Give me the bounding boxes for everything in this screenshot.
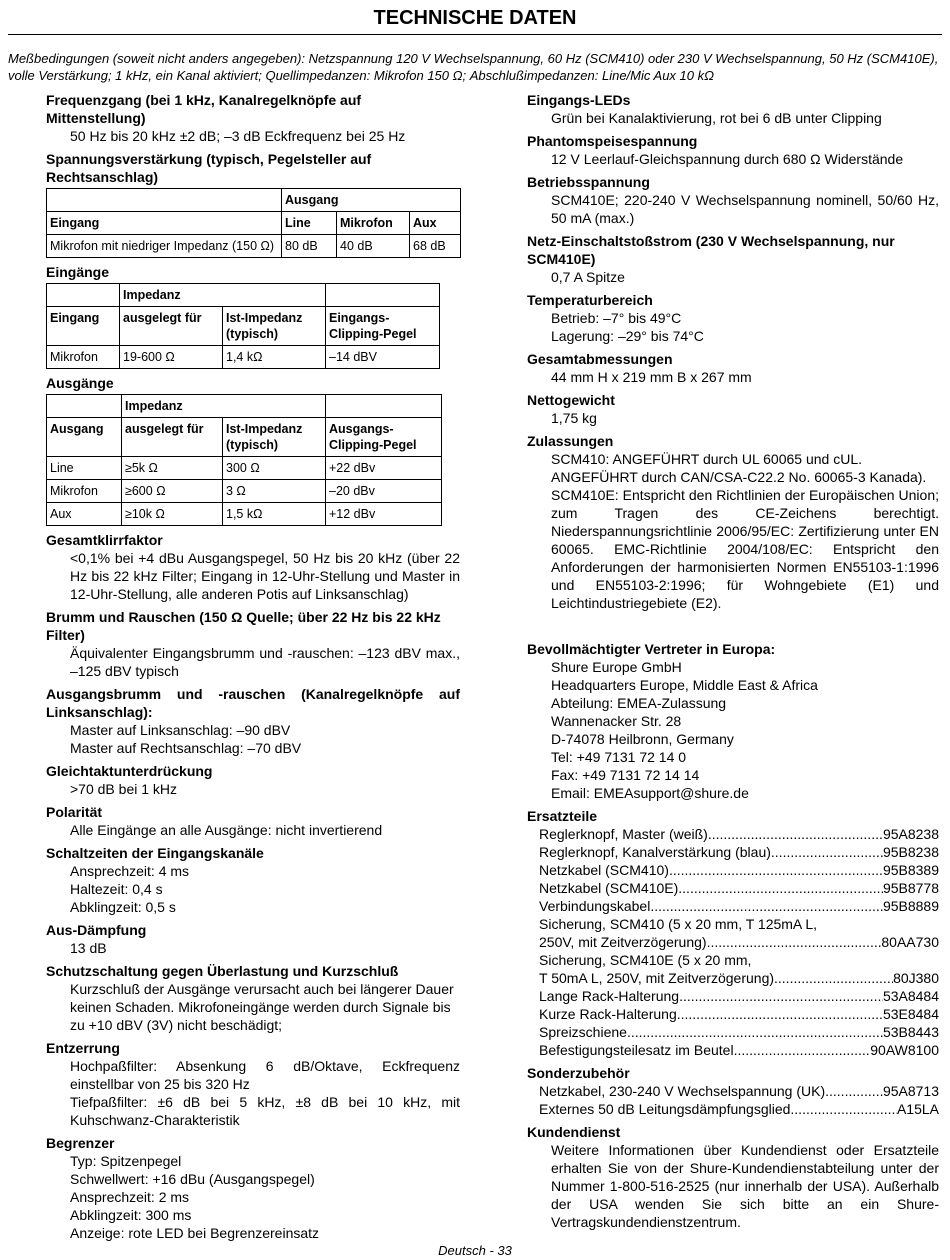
section-text: 50 Hz bis 20 kHz ±2 dB; –3 dB Eckfrequenz bei 25 Hz <box>70 128 406 144</box>
section-heading: Eingangs-LEDs <box>527 92 631 108</box>
table-cell: ≥5k Ω <box>122 457 223 480</box>
table-cell-empty <box>47 395 122 418</box>
part-label: Kurze Rack-Halterung <box>539 1006 677 1022</box>
leader-dots <box>734 1041 871 1059</box>
section-line: Email: EMEAsupport@shure.de <box>551 785 749 801</box>
part-label: Externes 50 dB Leitungsdämpfungsglied <box>539 1101 791 1117</box>
section-line: D-74078 Heilbronn, Germany <box>551 731 734 747</box>
list-item <box>539 1082 939 1100</box>
section-line: Anzeige: rote LED bei Begrenzereinsatz <box>70 1225 320 1241</box>
section-heading: Ersatzteile <box>527 808 598 824</box>
section-heading: Schutzschaltung gegen Überlastung und Kurzschluß <box>46 963 399 979</box>
table-group-header: Impedanz <box>120 284 326 307</box>
section-heading: Bevollmächtigter Vertreter in Europa: <box>527 641 776 657</box>
section-line: Schwellwert: +16 dBu (Ausgangspegel) <box>70 1171 315 1187</box>
section-inrush-current <box>527 232 939 286</box>
list-item <box>539 861 939 879</box>
table-group-header: Ausgang <box>282 189 461 212</box>
section-heading: Nettogewicht <box>527 392 615 408</box>
section-heading: Kundendienst <box>527 1124 621 1140</box>
part-number: 90AW8100 <box>870 1042 939 1058</box>
table-header: ausgelegt für <box>122 418 223 457</box>
section-cmrr <box>46 762 460 798</box>
table-cell: 40 dB <box>337 235 410 258</box>
table-header: Ausgangs-Clipping-Pegel <box>326 418 442 457</box>
part-label: Netzkabel (SCM410E) <box>539 880 679 896</box>
section-heading: Betriebsspannung <box>527 174 650 190</box>
leader-dots <box>774 969 893 987</box>
section-heading: Sonderzubehör <box>527 1065 630 1081</box>
part-label: T 50mA L, 250V, mit Zeitverzögerung) <box>539 970 775 986</box>
section-heading: Aus-Dämpfung <box>46 922 147 938</box>
parts-list <box>539 825 939 1059</box>
section-limiter <box>46 1134 460 1242</box>
section-eu-representative <box>527 640 939 802</box>
section-input-leds <box>527 91 939 127</box>
part-number: 53B8443 <box>882 1024 939 1040</box>
list-item <box>539 1005 939 1023</box>
table-header: Mikrofon <box>337 212 410 235</box>
table-header: Eingang <box>47 212 282 235</box>
part-number: 95A8713 <box>882 1083 939 1099</box>
table-row <box>47 480 442 503</box>
section-line: Master auf Linksanschlag: –90 dBV <box>70 722 291 738</box>
table-header: Eingangs-Clipping-Pegel <box>326 307 440 346</box>
section-heading: Frequenzgang (bei 1 kHz, Kanalregelknöpfe auf Mittenstellung) <box>46 92 362 126</box>
section-spare-parts <box>527 807 939 1059</box>
section-line: Shure Europe GmbH <box>551 659 682 675</box>
table-row <box>47 503 442 526</box>
table-header: Ist-Impedanz (typisch) <box>223 418 326 457</box>
table-cell: Line <box>47 457 122 480</box>
section-heading: Polarität <box>46 804 103 820</box>
list-item <box>539 897 939 915</box>
part-label: Befestigungsteilesatz im Beutel <box>539 1042 734 1058</box>
table-row <box>47 235 461 258</box>
section-line: Tiefpaßfilter: ±6 dB bei 5 kHz, ±8 dB bei 10 kHz, mit Kuhschwanz-Charakteristik <box>70 1094 460 1128</box>
section-voltage-gain <box>46 150 460 258</box>
list-item <box>539 933 939 951</box>
section-text: Grün bei Kanalaktivierung, rot bei 6 dB unter Clipping <box>551 110 882 126</box>
table-header: Line <box>282 212 337 235</box>
table-group-header: Impedanz <box>122 395 326 418</box>
section-equalization <box>46 1039 460 1129</box>
left-column <box>46 91 460 1247</box>
section-heading: Eingänge <box>46 264 110 280</box>
outputs-table <box>46 394 442 526</box>
section-text: 0,7 A Spitze <box>551 269 625 285</box>
section-line: Abklingzeit: 0,5 s <box>70 899 176 915</box>
table-header: ausgelegt für <box>120 307 223 346</box>
table-cell-empty <box>47 189 282 212</box>
table-cell: ≥600 Ω <box>122 480 223 503</box>
part-label: Reglerknopf, Master (weiß) <box>539 826 708 842</box>
table-cell: Mikrofon <box>47 480 122 503</box>
section-line: Betrieb: –7° bis 49°C <box>551 310 682 326</box>
section-line: Haltezeit: 0,4 s <box>70 881 163 897</box>
section-outputs <box>46 374 460 526</box>
part-label: Spreizschiene <box>539 1024 627 1040</box>
part-label-line: Sicherung, SCM410E (5 x 20 mm, <box>539 952 752 968</box>
section-text: SCM410E; 220-240 V Wechselspannung nominell, 50/60 Hz, 50 mA (max.) <box>551 192 939 226</box>
section-text: Kurzschluß der Ausgänge verursacht auch bei längerer Dauer keinen Schaden. Mikrofoneingänge werden durch Signale bis zu +10 dBV (3V) nicht beschädigt; <box>70 981 454 1033</box>
table-cell: Mikrofon <box>47 346 120 369</box>
list-item <box>539 1100 939 1118</box>
table-cell: 19-600 Ω <box>120 346 223 369</box>
section-line: Wannenacker Str. 28 <box>551 713 682 729</box>
leader-dots <box>707 933 882 951</box>
part-number: 95B8778 <box>882 880 939 896</box>
right-column <box>527 91 939 1236</box>
leader-dots <box>627 1023 883 1041</box>
section-line: Hochpaßfilter: Absenkung 6 dB/Oktave, Eckfrequenz einstellbar von 25 bis 320 Hz <box>70 1058 460 1092</box>
table-header: Eingang <box>47 307 120 346</box>
list-item <box>539 843 939 861</box>
section-heading: Gesamtklirrfaktor <box>46 532 163 548</box>
section-heading: Gleichtaktunterdrückung <box>46 763 213 779</box>
title-divider <box>8 34 942 35</box>
table-cell: 1,5 kΩ <box>223 503 326 526</box>
list-item <box>539 987 939 1005</box>
leader-dots <box>679 987 883 1005</box>
section-text: Äquivalenter Eingangsbrumm und -rauschen: –123 dBV max., –125 dBV typisch <box>70 645 460 679</box>
leader-dots <box>771 843 883 861</box>
section-line: SCM410E: Entspricht den Richtlinien der Europäischen Union; zum Tragen des CE-Zeichens berechtigt. Niederspannungsrichtlinie 2006/95/EC: Zertifizierung unter EN 60065. EMC-Richtlinie 2004/108/EC: Entspricht den Anforderungen der harmonisierten Normen EN55103-1:1996 und EN55103-2:1996; für Wohngebiete (E1) und Leichtindustriegebiete (E2). <box>551 487 939 611</box>
section-text: 1,75 kg <box>551 410 597 426</box>
part-number: 95A8238 <box>882 826 939 842</box>
page-footer: Deutsch - 33 <box>438 1243 512 1258</box>
part-number: 95B8889 <box>882 898 939 914</box>
section-heading: Gesamtabmessungen <box>527 351 673 367</box>
part-number: 95B8389 <box>882 862 939 878</box>
table-row <box>47 457 442 480</box>
section-heading: Phantomspeisespannung <box>527 133 698 149</box>
part-label-line: Sicherung, SCM410 (5 x 20 mm, T 125mA L, <box>539 916 818 932</box>
section-text: Alle Eingänge an alle Ausgänge: nicht invertierend <box>70 822 383 838</box>
list-item <box>539 1023 939 1041</box>
leader-dots <box>790 1100 897 1118</box>
section-hum-noise <box>46 608 460 680</box>
table-cell: 1,4 kΩ <box>223 346 326 369</box>
section-off-attenuation <box>46 921 460 957</box>
section-heading: Spannungsverstärkung (typisch, Pegelsteller auf Rechtsanschlag) <box>46 151 372 185</box>
section-thd <box>46 531 460 603</box>
table-cell: 80 dB <box>282 235 337 258</box>
section-text: Weitere Informationen über Kundendienst oder Ersatzteile erhalten Sie von der Shure-Kundendienstabteilung unter der Nummer 1-800-516-2525 (nur innerhalb der USA). Außerhalb der USA wenden Sie sich bitte an ein Shure-Vertragskundendienstzentrum. <box>551 1142 939 1230</box>
section-text: 44 mm H x 219 mm B x 267 mm <box>551 369 752 385</box>
table-cell-empty <box>47 284 120 307</box>
section-frequency-response <box>46 91 460 145</box>
table-cell-empty <box>326 395 442 418</box>
section-line: Tel: +49 7131 72 14 0 <box>551 749 687 765</box>
table-cell: –20 dBv <box>326 480 442 503</box>
section-dimensions <box>527 350 939 386</box>
section-line: Lagerung: –29° bis 74°C <box>551 328 704 344</box>
accessories-list <box>539 1082 939 1118</box>
table-cell: +22 dBv <box>326 457 442 480</box>
section-line: SCM410: ANGEFÜHRT durch UL 60065 und cUL. ANGEFÜHRT durch CAN/CSA-C22.2 No. 60065-3 Kanada). <box>551 451 927 485</box>
list-item <box>539 969 939 987</box>
section-customer-service <box>527 1123 939 1231</box>
table-cell: –14 dBV <box>326 346 440 369</box>
table-header: Ist-Impedanz (typisch) <box>223 307 326 346</box>
section-line: Headquarters Europe, Middle East & Africa <box>551 677 818 693</box>
part-number: 80AA730 <box>881 934 939 950</box>
table-cell-empty <box>326 284 440 307</box>
list-item <box>539 825 939 843</box>
table-cell: 3 Ω <box>223 480 326 503</box>
section-net-weight <box>527 391 939 427</box>
section-heading: Schaltzeiten der Eingangskanäle <box>46 845 264 861</box>
leader-dots <box>678 879 883 897</box>
part-label: Netzkabel, 230-240 V Wechselspannung (UK) <box>539 1083 826 1099</box>
table-cell: +12 dBv <box>326 503 442 526</box>
section-line: Abklingzeit: 300 ms <box>70 1207 192 1223</box>
section-operating-voltage <box>527 173 939 227</box>
section-temperature <box>527 291 939 345</box>
section-accessories <box>527 1064 939 1118</box>
section-heading: Brumm und Rauschen (150 Ω Quelle; über 22 Hz bis 22 kHz Filter) <box>46 609 441 643</box>
part-number: 95B8238 <box>882 844 939 860</box>
section-line: Ansprechzeit: 2 ms <box>70 1189 190 1205</box>
section-switching-times <box>46 844 460 916</box>
section-heading: Zulassungen <box>527 433 614 449</box>
table-header: Aux <box>410 212 461 235</box>
section-polarity <box>46 803 460 839</box>
section-line: Fax: +49 7131 72 14 14 <box>551 767 700 783</box>
part-label: Lange Rack-Halterung <box>539 988 680 1004</box>
table-row <box>47 346 440 369</box>
part-label: Netzkabel (SCM410) <box>539 862 669 878</box>
part-number: 53E8484 <box>882 1006 939 1022</box>
leader-dots <box>708 825 883 843</box>
part-label: Verbindungskabel <box>539 898 651 914</box>
section-text: >70 dB bei 1 kHz <box>70 781 178 797</box>
section-text: <0,1% bei +4 dBu Ausgangspegel, 50 Hz bis 20 kHz (über 22 Hz bis 22 kHz Filter; Eingang in 12-Uhr-Stellung und Master in 12-Uhr-Stellung, alle anderen Potis auf Linksanschlag) <box>70 550 460 602</box>
table-header: Ausgang <box>47 418 122 457</box>
section-text: 13 dB <box>70 940 107 956</box>
leader-dots <box>677 1005 883 1023</box>
section-inputs <box>46 263 460 369</box>
table-cell: 68 dB <box>410 235 461 258</box>
part-number: A15LA <box>896 1101 939 1117</box>
leader-dots <box>650 897 883 915</box>
page-title: TECHNISCHE DATEN <box>373 7 577 29</box>
section-phantom-power <box>527 132 939 168</box>
list-item <box>539 1041 939 1059</box>
section-heading: Ausgangsbrumm und -rauschen (Kanalregelknöpfe auf Linksanschlag): <box>46 686 460 720</box>
table-cell: Mikrofon mit niedriger Impedanz (150 Ω) <box>47 235 282 258</box>
section-output-hum-noise <box>46 685 460 757</box>
part-number: 53A8484 <box>882 988 939 1004</box>
part-label: Reglerknopf, Kanalverstärkung (blau) <box>539 844 771 860</box>
section-heading: Ausgänge <box>46 375 114 391</box>
section-line: Master auf Rechtsanschlag: –70 dBV <box>70 740 302 756</box>
gain-table <box>46 188 461 258</box>
inputs-table <box>46 283 440 369</box>
leader-dots <box>669 861 883 879</box>
section-heading: Netz-Einschaltstoßstrom (230 V Wechselspannung, nur SCM410E) <box>527 233 895 267</box>
section-heading: Temperaturbereich <box>527 292 653 308</box>
table-cell: Aux <box>47 503 122 526</box>
part-label: 250V, mit Zeitverzögerung) <box>539 934 707 950</box>
table-cell: ≥10k Ω <box>122 503 223 526</box>
leader-dots <box>825 1082 883 1100</box>
section-heading: Entzerrung <box>46 1040 120 1056</box>
section-line: Abteilung: EMEA-Zulassung <box>551 695 727 711</box>
section-line: Ansprechzeit: 4 ms <box>70 863 190 879</box>
measurement-conditions: Meßbedingungen (soweit nicht anders angegeben): Netzspannung 120 V Wechselspannung, 60 Hz (SCM410) oder 230 V Wechselspannung, 50 Hz (SCM410E), volle Verstärkung; 1 kHz, ein Kanal aktiviert; Quellimpedanzen: Mikrofon 150 Ω; Abschlußimpedanzen: Line/Mic Aux 10 kΩ <box>8 51 939 83</box>
section-approvals <box>527 432 939 612</box>
section-text: 12 V Leerlauf-Gleichspannung durch 680 Ω Widerstände <box>551 151 904 167</box>
section-protection <box>46 962 460 1034</box>
section-heading: Begrenzer <box>46 1135 115 1151</box>
section-line: Typ: Spitzenpegel <box>70 1153 182 1169</box>
table-cell: 300 Ω <box>223 457 326 480</box>
part-number: 80J380 <box>893 970 939 986</box>
list-item <box>539 879 939 897</box>
